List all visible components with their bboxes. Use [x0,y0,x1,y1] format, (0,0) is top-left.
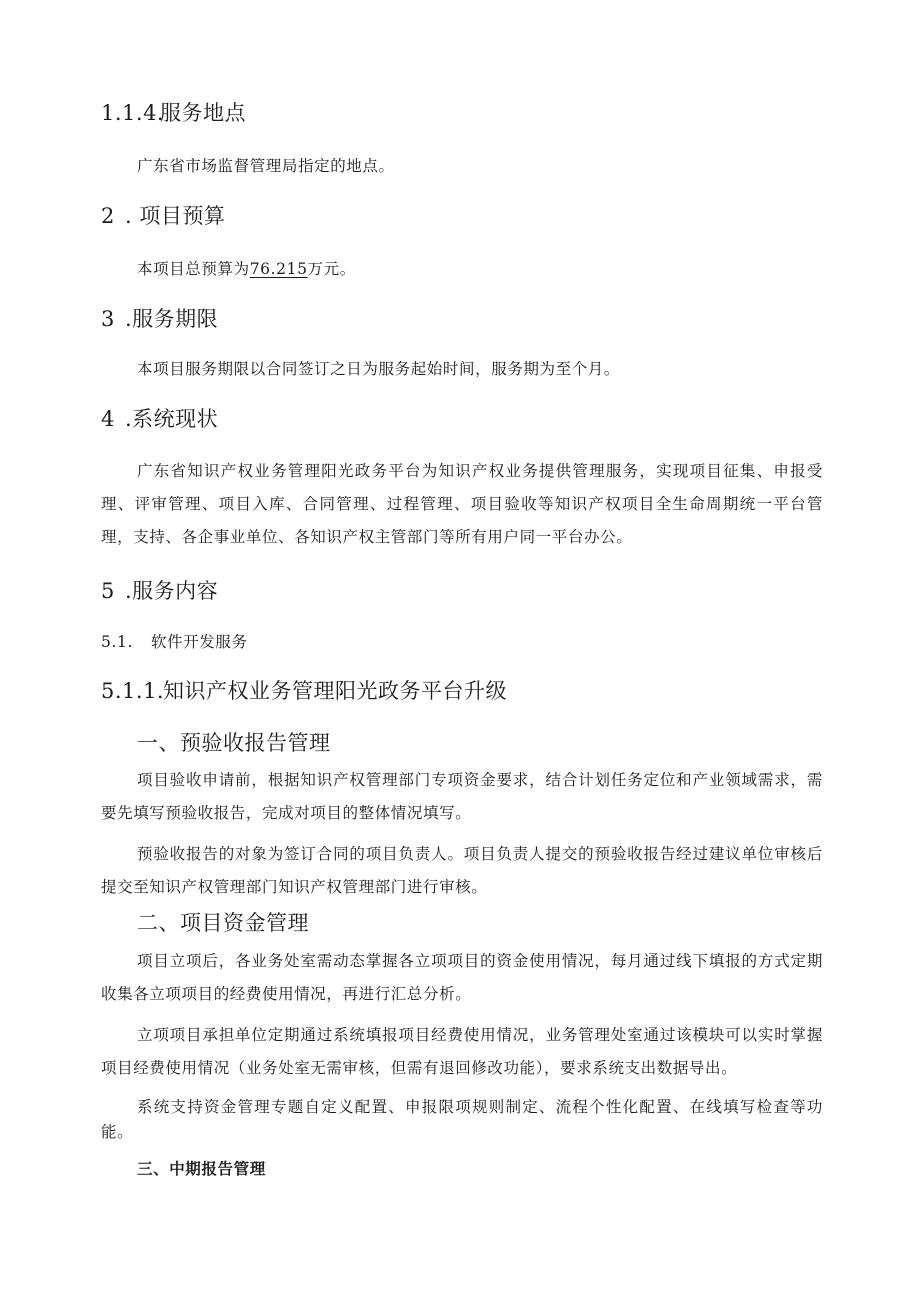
heading-project-budget [101,202,920,230]
paragraph: 项目立项后，各业务处室需动态掌握各立项项目的资金使用情况，每月通过线下填报的方式定期收集各立项项目的经费使用情况，再进行汇总分析。 [101,952,823,1003]
heading-number: 5.1.1. [101,679,165,703]
heading-number: 1.1.4. [101,101,165,125]
heading-midterm-report: 三、中期报告管理 [137,1159,266,1178]
budget-amount: 76.215 [249,260,308,278]
heading-title: . 项目预算 [125,204,226,228]
paragraph: 项目验收申请前，根据知识产权管理部门专项资金要求，结合计划任务定位和产业领域需求，需要先填写预验收报告，完成对项目的整体情况填写。 [101,771,823,822]
budget-prefix: 本项目总预算为 [137,260,250,278]
paragraph: 广东省市场监督管理局指定的地点。 [137,157,395,175]
heading-software-dev [101,628,920,656]
budget-suffix: 万元。 [307,260,356,278]
paragraph: 立项项目承担单位定期通过系统填报项目经费使用情况，业务管理处室通过该模块可以实时掌握项目经费使用情况（业务处室无需审核，但需有退回修改功能），要求系统支出数据导出。 [101,1026,823,1077]
paragraph: 广东省知识产权业务管理阳光政务平台为知识产权业务提供管理服务，实现项目征集、申报受理、评审管理、项目入库、合同管理、过程管理、项目验收等知识产权项目全生命周期统一平台管理，支持、各企事业单位、各知识产权主管部门等所有用户同一平台办公。 [101,462,823,546]
heading-system-status [101,405,920,433]
heading-number: 3 [101,307,115,331]
heading-service-content [101,577,920,605]
heading-fund-management: 二、项目资金管理 [137,911,309,935]
paragraph [0,253,823,286]
paragraph: 预验收报告的对象为签订合同的项目负责人。项目负责人提交的预验收报告经过建议单位审核后提交至知识产权管理部门知识产权管理部门进行审核。 [101,845,823,896]
heading-number: 5 [101,579,115,603]
heading-number: 5.1. [101,633,133,651]
heading-title: .服务期限 [125,307,219,331]
heading-service-location [101,99,920,127]
heading-service-period [101,305,920,333]
heading-title: 知识产权业务管理阳光政务平台升级 [163,679,507,703]
paragraph: 系统支持资金管理专题自定义配置、申报限项规则制定、流程个性化配置、在线填写检查等功能。 [101,1098,823,1141]
heading-platform-upgrade [101,677,920,705]
heading-title: .系统现状 [125,407,219,431]
heading-title: .服务内容 [125,579,219,603]
paragraph: 本项目服务期限以合同签订之日为服务起始时间，服务期为至个月。 [137,360,621,378]
heading-pre-acceptance: 一、预验收报告管理 [137,731,331,755]
heading-number: 4 [101,407,115,431]
heading-title: 软件开发服务 [151,633,248,651]
heading-title: 服务地点 [160,101,246,125]
heading-number: 2 [101,204,115,228]
